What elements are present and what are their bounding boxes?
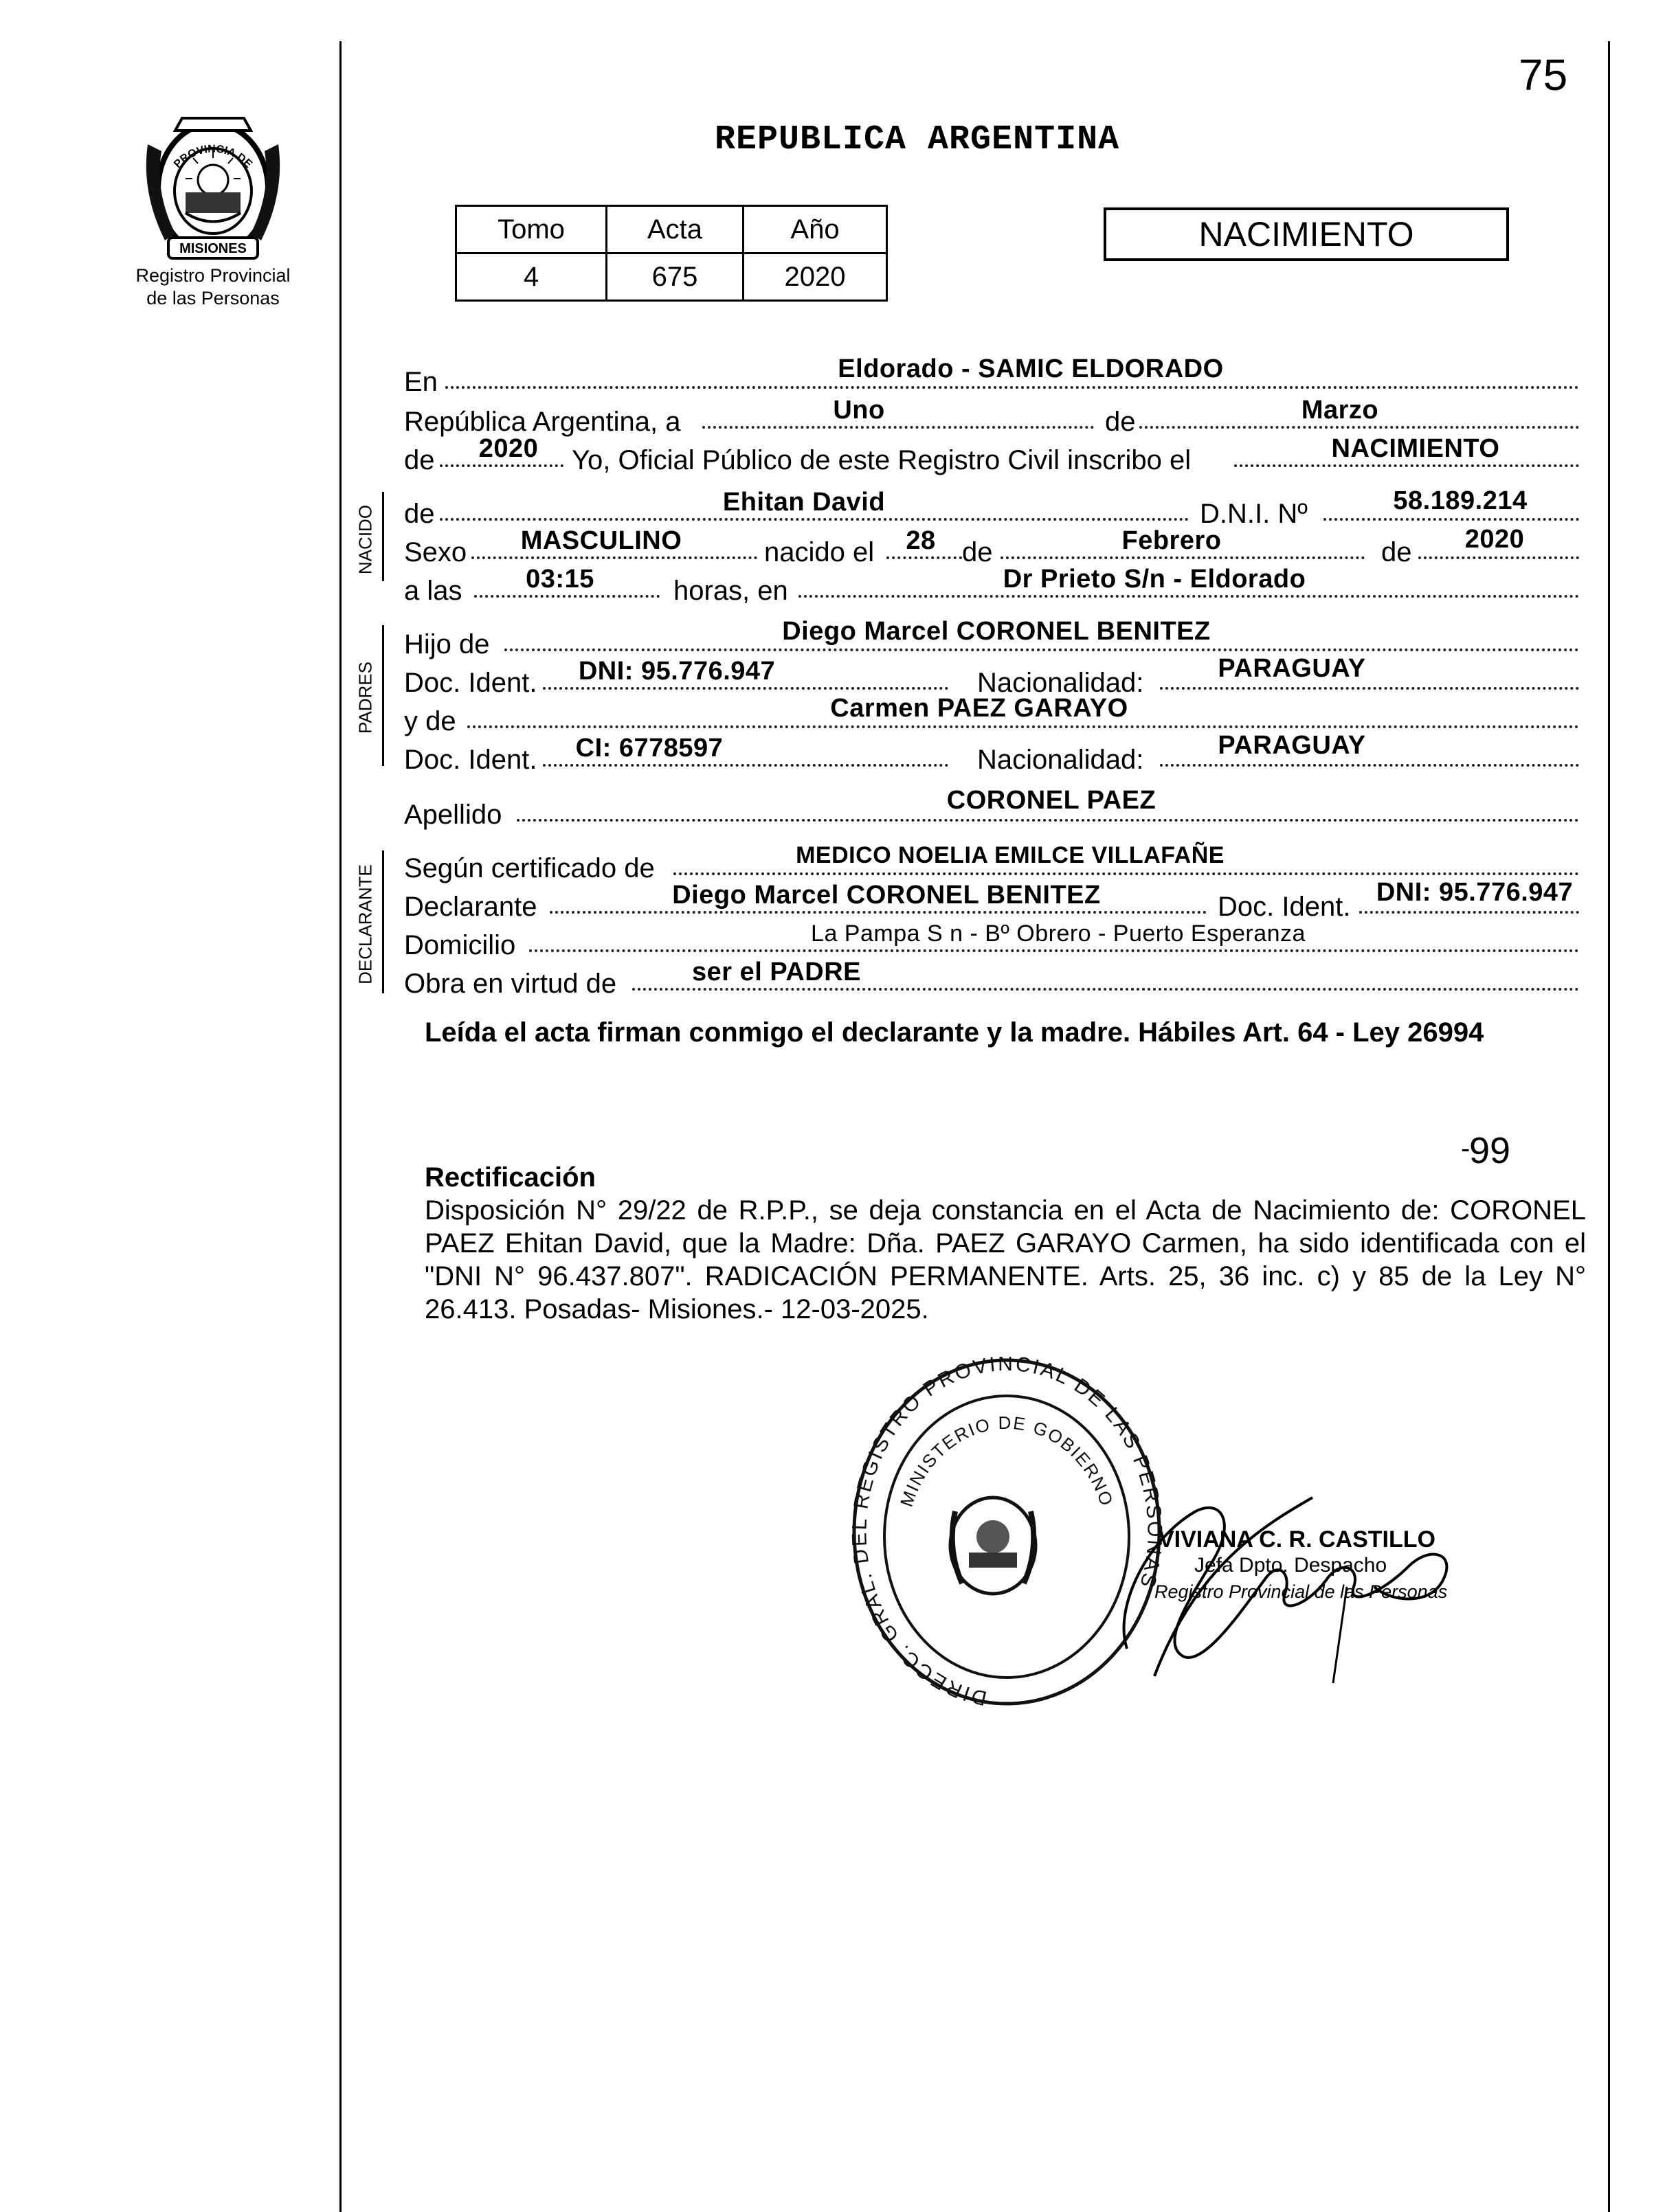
leader-dots [529, 949, 1579, 952]
leader-dots [798, 595, 1579, 598]
leader-dots [1001, 556, 1365, 559]
anio-value: 2020 [744, 253, 887, 301]
birth-month-value: Febrero [1121, 526, 1222, 555]
nacido-bracket [382, 492, 384, 581]
leader-dots [1160, 687, 1579, 690]
signer-org: Registro Provincial de las Personas [1154, 1581, 1448, 1602]
de2-label: de [1381, 537, 1412, 567]
leader-dots [440, 518, 1189, 521]
day-value: Uno [833, 396, 885, 425]
signer-role: Jefa Dpto. Despacho [1194, 1554, 1387, 1577]
child-name-value: Ehitan David [722, 488, 886, 517]
record-type-box: NACIMIENTO [1104, 207, 1509, 261]
right-margin-rule [1608, 41, 1610, 2212]
leader-dots [886, 556, 962, 559]
nacido-el-label: nacido el [764, 537, 875, 567]
en-label: En [404, 367, 438, 397]
declarante-doc-value: DNI: 95.776.947 [1376, 878, 1574, 907]
dni-label: D.N.I. Nº [1200, 499, 1308, 529]
svg-text:PROVINCIA DE: PROVINCIA DE [172, 143, 254, 170]
birth-place-value: Dr Prieto S/n - Eldorado [1003, 565, 1306, 594]
birth-day-value: 28 [906, 526, 936, 555]
leader-dots [702, 426, 1094, 429]
mother-doc-label: Doc. Ident. [404, 745, 537, 775]
place-value: Eldorado - SAMIC ELDORADO [838, 354, 1224, 383]
year-value: 2020 [478, 434, 539, 463]
birth-year-value: 2020 [1464, 525, 1525, 554]
rectification-title: Rectificación [425, 1162, 596, 1193]
tomo-header: Tomo [456, 206, 607, 253]
declarante-doc-label: Doc. Ident. [1218, 892, 1351, 922]
rectification-body: Disposición N° 29/22 de R.P.P., se deja constancia en el Acta de Nacimiento de: CORONEL PAEZ Ehitan David, que la Madre: Dña. PAEZ GARAYO Carmen, ha sido identificada con el "DNI N° 96.437.807". RADICACIÓN PERMANENTE. Arts. 25, 36 inc. c) y 85 de la Ley N° 26.413. Posadas- Misiones.- 12-03-2025. [425, 1195, 1586, 1324]
leader-dots [1234, 464, 1579, 467]
mother-nat-value: PARAGUAY [1218, 731, 1366, 760]
sexo-label: Sexo [404, 537, 467, 567]
domicilio-label: Domicilio [404, 930, 516, 960]
time-value: 03:15 [526, 565, 594, 594]
leader-dots [1359, 911, 1579, 914]
acta-header: Acta [607, 206, 744, 253]
leader-dots [673, 872, 1579, 875]
declarante-side-label: DECLARANTE [355, 864, 376, 984]
registry-table [455, 205, 888, 302]
leader-dots [504, 648, 1579, 651]
father-nat-value: PARAGUAY [1218, 654, 1366, 683]
de-label: de [1105, 407, 1136, 437]
leader-dots [467, 725, 1579, 728]
horas-label: horas, en [673, 576, 788, 606]
obra-value: ser el PADRE [691, 958, 862, 986]
declarante-bracket [382, 850, 384, 993]
coat-of-arms-logo [134, 103, 292, 268]
leader-dots [1418, 556, 1579, 559]
padres-side-label: PADRES [355, 662, 376, 734]
declarante-value: Diego Marcel CORONEL BENITEZ [672, 881, 1101, 910]
sexo-value: MASCULINO [520, 526, 682, 555]
leader-dots [1323, 518, 1579, 521]
yo-text: Yo, Oficial Público de este Registro Civil inscribo el [572, 445, 1192, 475]
leader-dots [543, 687, 948, 690]
hijo-de-label: Hijo de [404, 629, 490, 659]
father-nat-label: Nacionalidad: [977, 668, 1144, 698]
rectification-dash: - [1461, 1133, 1471, 1164]
father-name-value: Diego Marcel CORONEL BENITEZ [782, 617, 1211, 646]
padres-bracket [382, 625, 384, 766]
acta-value: 675 [607, 253, 744, 301]
leader-dots [543, 764, 948, 767]
nacido-side-label: NACIDO [355, 504, 376, 575]
leader-dots [632, 988, 1579, 991]
svg-text:DIRECC. GRAL. DEL REGISTRO PRO: DIRECC. GRAL. DEL REGISTRO PROVINCIAL DE LAS PERSONAS [848, 1357, 1166, 1710]
leader-dots [517, 819, 1579, 822]
a-las-label: a las [404, 576, 462, 606]
apellido-value: CORONEL PAEZ [946, 786, 1156, 815]
document-title: REPUBLICA ARGENTINA [715, 120, 1120, 159]
y-de-label: y de [404, 706, 456, 736]
apellido-label: Apellido [404, 800, 502, 830]
nacido-de-label: de [404, 499, 435, 529]
leader-dots [445, 386, 1579, 389]
page-number: 75 [1519, 50, 1568, 100]
obra-label: Obra en virtud de [404, 969, 617, 999]
logo-caption: Registro Provincial de las Personas [135, 265, 291, 308]
svg-text:MISIONES: MISIONES [179, 241, 247, 256]
anio-header: Año [744, 206, 887, 253]
mother-doc-value: CI: 6778597 [575, 734, 724, 763]
tomo-value: 4 [456, 253, 607, 301]
signer-name: VIVIANA C. R. CASTILLO [1159, 1526, 1435, 1553]
de-year-label: de [404, 445, 435, 475]
leader-dots [1139, 426, 1579, 429]
republica-label: República Argentina, a [404, 407, 681, 437]
domicilio-value: La Pampa S n - Bº Obrero - Puerto Esperanza [811, 921, 1306, 947]
leader-dots [440, 464, 563, 467]
mother-name-value: Carmen PAEZ GARAYO [830, 694, 1128, 723]
father-doc-label: Doc. Ident. [404, 668, 537, 698]
cert-label: Según certificado de [404, 853, 655, 883]
leader-dots [550, 911, 1207, 914]
rectification-number: 99 [1469, 1130, 1511, 1171]
svg-text:MINISTERIO DE GOBIERNO: MINISTERIO DE GOBIERNO [895, 1412, 1118, 1510]
leader-dots [1160, 764, 1579, 767]
month-value: Marzo [1301, 396, 1379, 425]
closing-statement: Leída el acta firman conmigo el declarante y la madre. Hábiles Art. 64 - Ley 26994 [425, 1017, 1484, 1048]
declarante-label: Declarante [404, 892, 537, 922]
left-margin-rule [339, 41, 342, 2212]
cert-value: MEDICO NOELIA EMILCE VILLAFAÑE [796, 842, 1225, 868]
leader-dots [471, 556, 757, 559]
father-doc-value: DNI: 95.776.947 [578, 657, 776, 686]
leader-dots [474, 595, 660, 598]
mother-nat-label: Nacionalidad: [977, 745, 1144, 775]
de1-label: de [962, 537, 993, 567]
event-value: NACIMIENTO [1331, 434, 1500, 463]
child-dni-value: 58.189.214 [1393, 486, 1528, 515]
